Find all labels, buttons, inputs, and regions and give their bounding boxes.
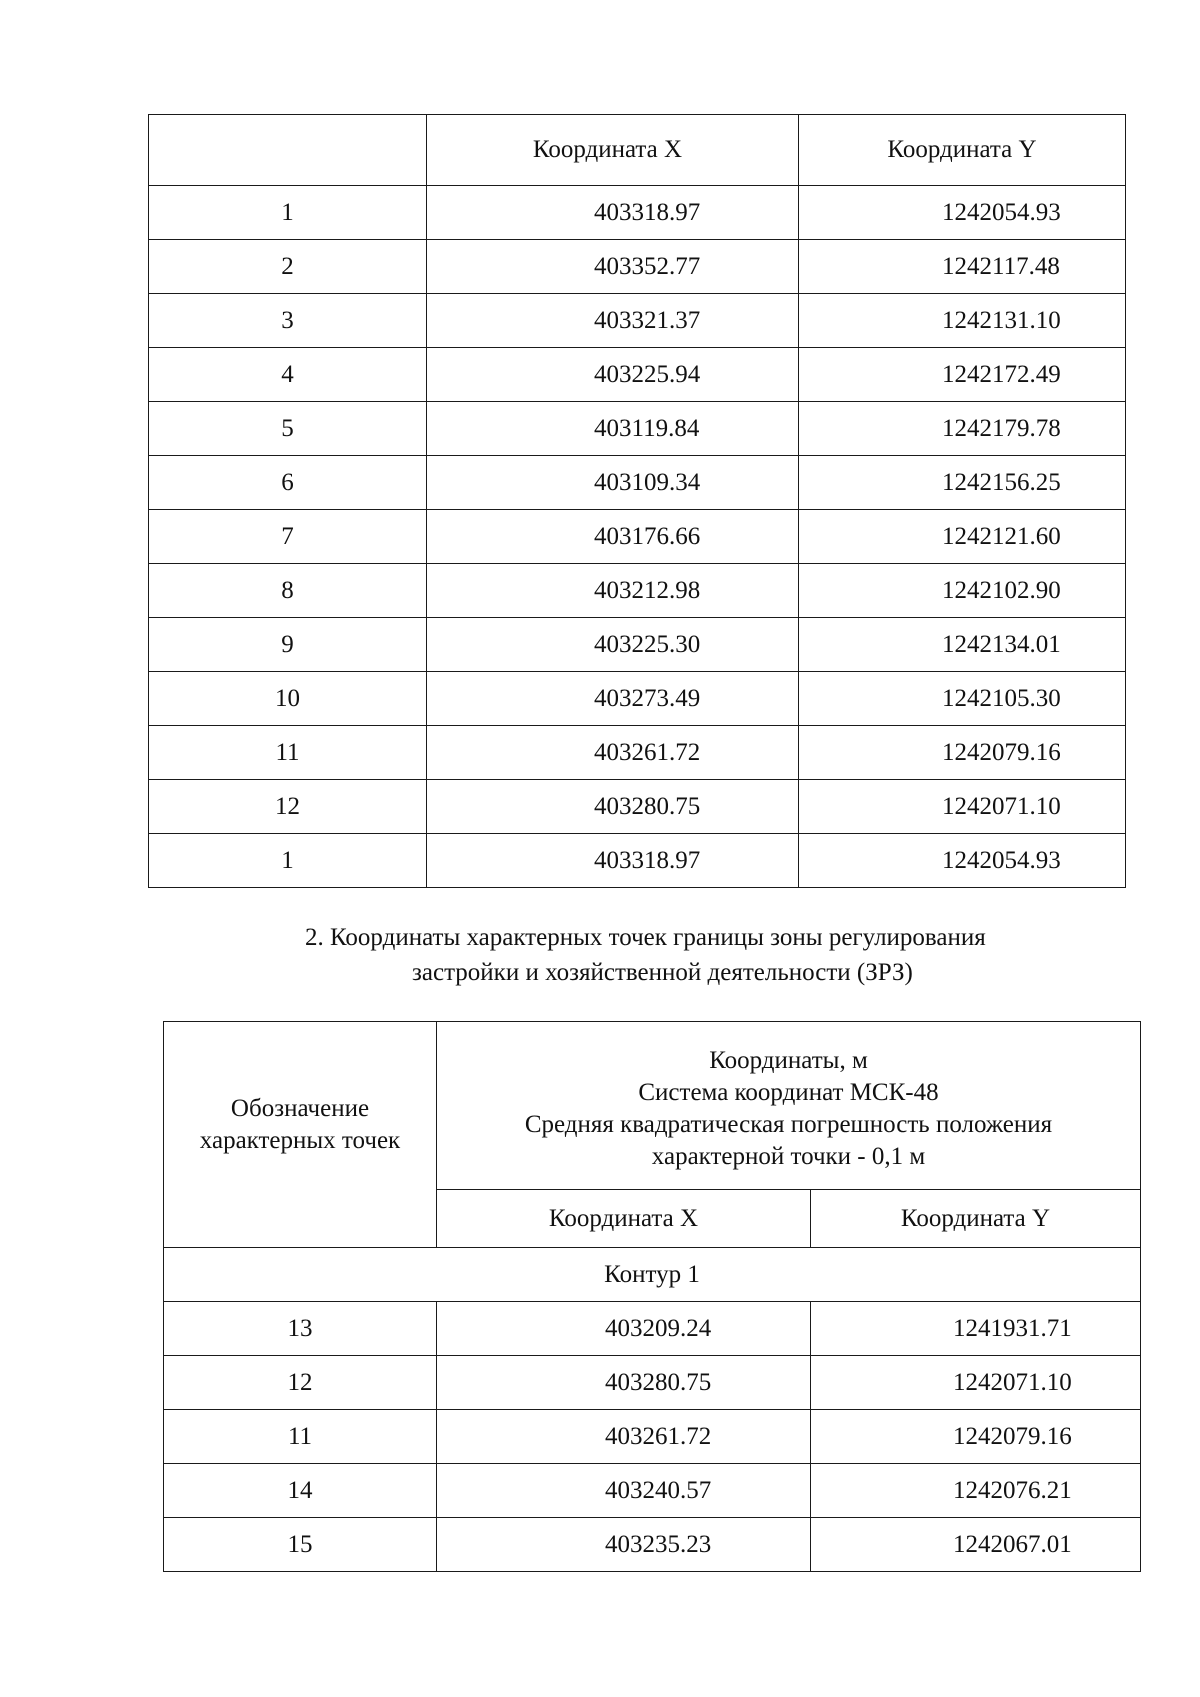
y-cell: 1242105.30 (799, 672, 1126, 726)
coords-line: Координаты, м (709, 1046, 868, 1074)
point-cell: 3 (149, 294, 427, 348)
table-row (149, 510, 1126, 564)
x-cell: 403352.77 (427, 240, 799, 294)
point-cell: 13 (164, 1302, 437, 1356)
x-cell: 403273.49 (427, 672, 799, 726)
y-cell: 1242071.10 (799, 780, 1126, 834)
point-cell: 15 (164, 1518, 437, 1572)
y-cell: 1242071.10 (811, 1356, 1141, 1410)
table-row (164, 1302, 1141, 1356)
x-cell: 403318.97 (427, 186, 799, 240)
header-cell-point (149, 115, 427, 186)
y-cell: 1242076.21 (811, 1464, 1141, 1518)
label-line: Обозначение (230, 1094, 370, 1122)
point-cell: 4 (149, 348, 427, 402)
y-cell: 1242131.10 (799, 294, 1126, 348)
point-cell: 12 (149, 780, 427, 834)
point-cell: 1 (149, 834, 427, 888)
table-header-row (149, 115, 1126, 186)
y-cell: 1242179.78 (799, 402, 1126, 456)
section-heading-line-2: застройки и хозяйственной деятельности (ЗРЗ) (412, 959, 913, 986)
section-heading-line-1: 2. Координаты характерных точек границы зоны регулирования (305, 924, 986, 951)
coordinates-table-2 (163, 1021, 1141, 1572)
x-cell: 403261.72 (427, 726, 799, 780)
table-row (149, 726, 1126, 780)
section-heading (148, 920, 1125, 990)
x-cell: 403225.30 (427, 618, 799, 672)
y-cell: 1242054.93 (799, 834, 1126, 888)
x-cell: 403225.94 (427, 348, 799, 402)
x-cell: 403280.75 (437, 1356, 811, 1410)
y-cell: 1242079.16 (811, 1410, 1141, 1464)
point-cell: 10 (149, 672, 427, 726)
x-cell: 403209.24 (437, 1302, 811, 1356)
y-cell: 1242121.60 (799, 510, 1126, 564)
y-cell: 1242079.16 (799, 726, 1126, 780)
point-cell: 5 (149, 402, 427, 456)
header-cell-y: Координата Y (799, 115, 1126, 186)
y-cell: 1242054.93 (799, 186, 1126, 240)
header-cell-x: Координата X (437, 1190, 811, 1248)
table-row (149, 834, 1126, 888)
point-cell: 6 (149, 456, 427, 510)
x-cell: 403176.66 (427, 510, 799, 564)
header-cell-x: Координата X (427, 115, 799, 186)
table-row (164, 1356, 1141, 1410)
coords-line: Средняя квадратическая погрешность положения (524, 1110, 1053, 1138)
y-cell: 1242172.49 (799, 348, 1126, 402)
x-cell: 403119.84 (427, 402, 799, 456)
point-cell: 7 (149, 510, 427, 564)
y-cell: 1242156.25 (799, 456, 1126, 510)
table-row (149, 456, 1126, 510)
table-row (164, 1410, 1141, 1464)
point-cell: 11 (149, 726, 427, 780)
point-cell: 2 (149, 240, 427, 294)
table-row (149, 564, 1126, 618)
table-row (149, 672, 1126, 726)
table-row (149, 618, 1126, 672)
table-row (149, 186, 1126, 240)
table-row (149, 402, 1126, 456)
table-row (149, 294, 1126, 348)
coordinates-table-1 (148, 114, 1126, 888)
table-row (149, 780, 1126, 834)
table-row (149, 240, 1126, 294)
x-cell: 403280.75 (427, 780, 799, 834)
x-cell: 403321.37 (427, 294, 799, 348)
x-cell: 403318.97 (427, 834, 799, 888)
point-cell: 8 (149, 564, 427, 618)
coords-line: характерной точки - 0,1 м (651, 1142, 926, 1170)
x-cell: 403109.34 (427, 456, 799, 510)
x-cell: 403235.23 (437, 1518, 811, 1572)
header-cell-coordinates (437, 1022, 1141, 1190)
label-line: характерных точек (199, 1126, 401, 1154)
y-cell: 1242067.01 (811, 1518, 1141, 1572)
table-row (164, 1518, 1141, 1572)
y-cell: 1242117.48 (799, 240, 1126, 294)
table-row (164, 1464, 1141, 1518)
header-cell-y: Координата Y (811, 1190, 1141, 1248)
y-cell: 1241931.71 (811, 1302, 1141, 1356)
point-cell: 11 (164, 1410, 437, 1464)
coords-line: Система координат МСК-48 (638, 1078, 939, 1106)
table-header-row (164, 1022, 1141, 1190)
contour-row (164, 1248, 1141, 1302)
y-cell: 1242102.90 (799, 564, 1126, 618)
point-cell: 1 (149, 186, 427, 240)
point-cell: 9 (149, 618, 427, 672)
table-row (149, 348, 1126, 402)
x-cell: 403240.57 (437, 1464, 811, 1518)
header-cell-point-label (164, 1022, 437, 1248)
x-cell: 403212.98 (427, 564, 799, 618)
x-cell: 403261.72 (437, 1410, 811, 1464)
contour-label: Контур 1 (164, 1248, 1141, 1302)
y-cell: 1242134.01 (799, 618, 1126, 672)
point-cell: 14 (164, 1464, 437, 1518)
point-cell: 12 (164, 1356, 437, 1410)
